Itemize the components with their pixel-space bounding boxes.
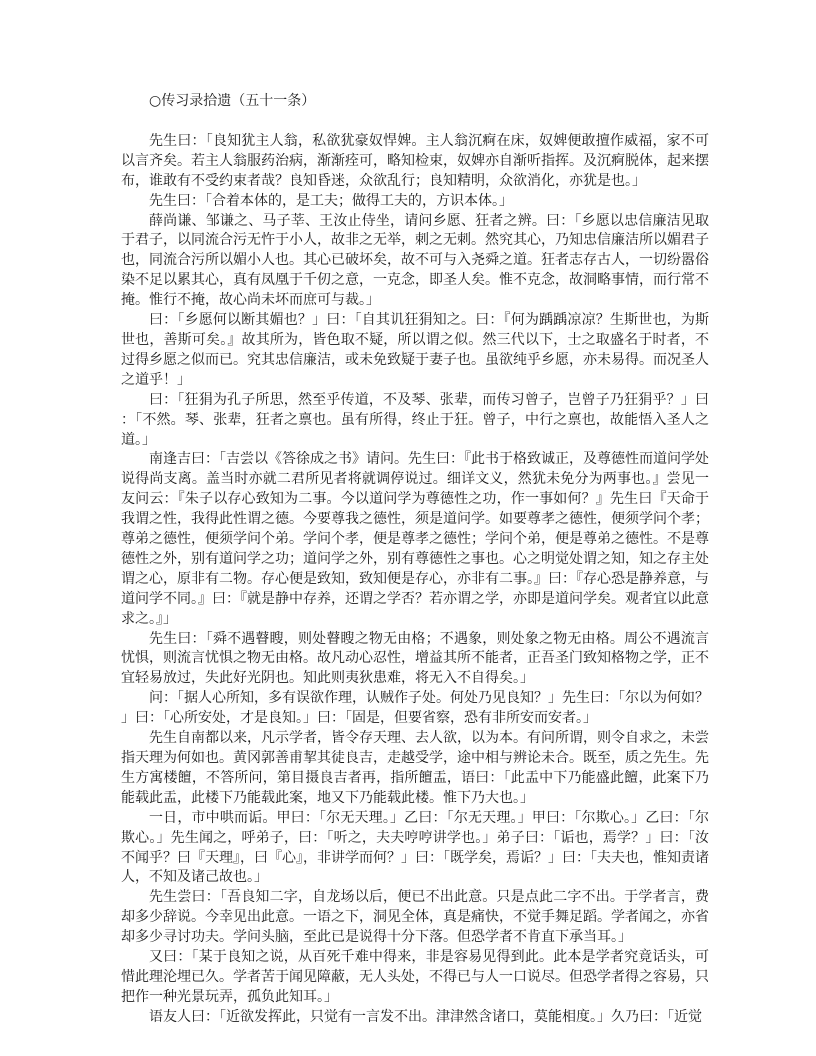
- paragraph-8: 问：「据人心所知，多有误欲作理，认贼作子处。何处乃见良知？」先生曰：「尔以为何如？」曰：「心所安处，才是良知。」曰：「固是，但要省察，恐有非所安而安者。」: [121, 690, 709, 727]
- paragraph-10: 一日，市中哄而诟。甲曰：「尔无天理。」乙曰：「尔无天理。」甲曰：「尔欺心。」乙曰：「尔欺心。」先生闻之，呼弟子，曰：「听之，夫夫哼哼讲学也。」弟子曰：「诟也，焉学？」曰：「汝不闻乎？曰『天理』，曰『心』，非讲学而何？」曰：「既学矣，焉诟？」曰：「夫夫也，惟知责诸人，不知及诸己故也。」: [121, 809, 709, 886]
- paragraph-5: 曰：「狂狷为孔子所思，然至乎传道，不及琴、张辈，而传习曾子，岂曾子乃狂狷乎？」曰：「不然。琴、张辈，狂者之禀也。虽有所得，终止于狂。曾子，中行之禀也，故能悟入圣人之道。」: [121, 391, 709, 448]
- paragraph-4: 曰：「乡愿何以断其媚也？」曰：「自其讥狂狷知之。曰：『何为踽踽凉凉？生斯世也，为斯世也，善斯可矣。』故其所为，皆色取不疑，所以谓之似。然三代以下，士之取盛名于时者，不过得乡愿之似而已。究其忠信廉洁，或未免致疑于妻子也。虽欲纯乎乡愿，亦未易得。而况圣人之道乎！」: [121, 312, 709, 388]
- paragraph-11: 先生尝曰：「吾良知二字，自龙场以后，便已不出此意。只是点此二字不出。于学者言，费却多少辞说。今幸见出此意。一语之下，洞见全体，真是痛快，不觉手舞足蹈。学者闻之，亦省却多少寻讨功夫。学问头脑，至此已是说得十分下落。但恐学者不肯直下承当耳。」: [121, 889, 709, 946]
- paragraph-2: 先生曰：「合着本体的，是工夫；做得工夫的，方识本体。」: [149, 192, 513, 209]
- paragraph-13: 语友人曰：「近欲发挥此，只觉有一言发不出。津津然含诸口，莫能相度。」久乃曰：「近觉: [149, 1008, 702, 1025]
- paragraph-12: 又曰：「某于良知之说，从百死千难中得来，非是容易见得到此。此本是学者究竟话头，可惜此理沦埋已久。学者苦于闻见障蔽，无人头处，不得已与人一口说尽。但恐学者得之容易，只把作一种光景玩弄，孤负此知耳。」: [121, 949, 709, 1005]
- paragraph-6: 南逢吉曰：「吉尝以《答徐成之书》请问。先生曰：『此书于格致诚正，及尊德性而道问学处说得尚支离。盖当时亦就二君所见者将就调停说过。细详文义，然犹未免分为两事也。』尝见一友问云：『朱子以存心致知为二事。今以道问学为尊德性之功，作一事如何？』先生曰『天命于我谓之性，我得此性谓之德。今要尊我之德性，须是道问学。如要尊孝之德性，便须学问个孝；尊弟之德性，便须学问个弟。学问个孝，便是尊孝之德性；学问个弟，便是尊弟之德性。不是尊德性之外，别有道问学之功；道问学之外，别有尊德性之事也。心之明觉处谓之知，知之存主处谓之心，原非有二物。存心便是致知，致知便是存心，亦非有二事。』曰：『存心恐是静养意，与道问学不同。』曰：『就是静中存养，还谓之学否？若亦谓之学，亦即是道问学矣。观者宜以此意求之。』」: [121, 451, 709, 627]
- document-page: [121, 92, 709, 1028]
- paragraph-1: 先生曰：「良知犹主人翁，私欲犹豪奴悍婢。主人翁沉痾在床，奴婢便敢擅作威福，家不可以言齐矣。若主人翁服药治病，渐渐痊可，略知检束，奴婢亦自渐听指挥。及沉痾脱体，起来摆布，谁敢有不受约束者哉？良知昏迷，众欲乱行；良知精明，众欲消化，亦犹是也。」: [121, 132, 709, 189]
- paragraph-7: 先生曰：「舜不遇瞽瞍，则处瞽瞍之物无由格；不遇象，则处象之物无由格。周公不遇流言忧惧，则流言忧惧之物无由格。故凡动心忍性，增益其所不能者，正吾圣门致知格物之学，正不宜轻易放过，失此好光阴也。知此则夷狄患难，将无入不自得矣。」: [121, 630, 709, 687]
- paragraph-3: 薛尚谦、邹谦之、马子莘、王汝止侍坐，请问乡愿、狂者之辨。曰：「乡愿以忠信廉洁见取于君子，以同流合污无忤于小人，故非之无举，刺之无刺。然究其心，乃知忠信廉洁所以媚君子也，同流合污所以媚小人也。其心已破坏矣，故不可与入尧舜之道。狂者志存古人，一切纷嚣俗染不足以累其心，真有凤凰于千仞之意，一克念，即圣人矣。惟不克念，故洞略事情，而行常不掩。惟行不掩，故心尚未坏而庶可与裁。」: [121, 212, 709, 309]
- paragraph-9: 先生自南都以来，凡示学者，皆令存天理、去人欲，以为本。有问所谓，则令自求之，未尝指天理为何如也。黄冈郭善甫挈其徒良吉，走越受学，途中相与辨论未合。既至，质之先生。先生方寓楼饘，不答所问，第目摄良吉者再，指所饘盂，语曰：「此盂中下乃能盛此饘，此案下乃能载此盂，此楼下乃能载此案，地又下乃能载此楼。惟下乃大也。」: [121, 730, 709, 806]
- section-title: ○传习录拾遗（五十一条）: [149, 93, 316, 109]
